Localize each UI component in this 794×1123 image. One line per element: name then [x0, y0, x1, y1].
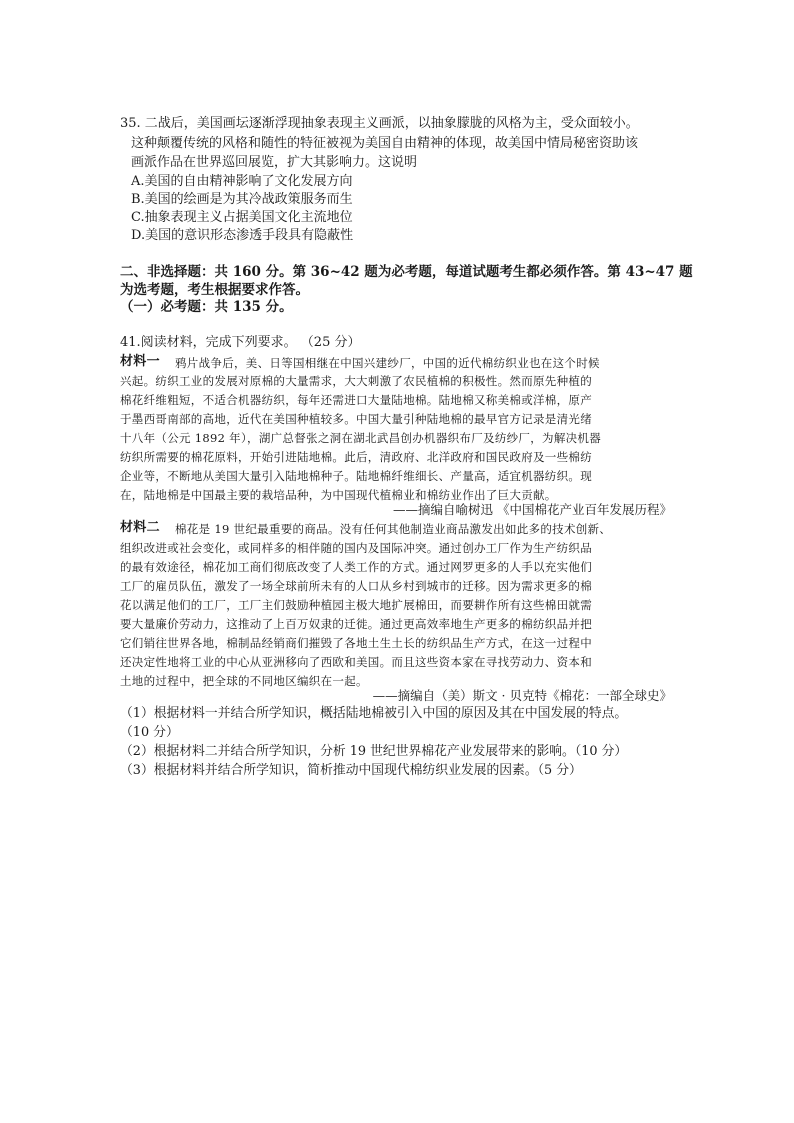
material-1-line: 纺织所需要的棉花原料，开始引进陆地棉。此后，清政府、北洋政府和国民政府及一些棉纺 [120, 450, 592, 464]
section-2-line: 二、非选择题：共 160 分。第 36~42 题为必考题，每道试题考生都必须作答。第 43~47 题 [120, 264, 693, 280]
material-2-line: 棉花是 19 世纪最重要的商品。没有任何其他制造业商品激发出如此多的技术创新、 [175, 522, 612, 536]
material-2-line: 它们销往世界各地，棉制品经销商们摧毁了各地土生土长的纺织品生产方式，在这一过程中 [120, 636, 592, 650]
material-2-line: 组织改进或社会变化，或同样多的相伴随的国内及国际冲突。通过创办工厂作为生产纺织品 [120, 541, 592, 555]
material-1-line: 棉花纤维粗短，不适合机器纺织，每年还需进口大量陆地棉。陆地棉又称美棉或洋棉，原产 [120, 393, 592, 407]
material-1-line: 在，陆地棉是中国最主要的栽培品种，为中国现代植棉业和棉纺业作出了巨大贡献。 [120, 488, 557, 502]
q35-stem-line: 画派作品在世界巡回展览，扩大其影响力。这说明 [131, 155, 418, 170]
section-2-line: 为选考题，考生根据要求作答。 [120, 282, 309, 298]
material-1-line: 兴起。纺织工业的发展对原棉的大量需求，大大刺激了农民植棉的积极性。然而原先种植的 [120, 374, 592, 388]
q35-option-a: A.美国的自由精神影响了文化发展方向 [131, 174, 353, 189]
material-2-line: 的最有效途径，棉花加工商们彻底改变了人类工作的方式。通过网罗更多的人手以充实他们 [120, 560, 592, 574]
material-1-line: 于墨西哥南部的高地，近代在美国种植较多。中国大量引种陆地棉的最早官方记录是清光绪 [120, 412, 592, 426]
material-1-source: ——摘编自喻树迅 《中国棉花产业百年发展历程》 [393, 502, 672, 517]
material-2-line: 还决定性地将工业的中心从亚洲移向了西欧和美国。而且这些资本家在寻找劳动力、资本和 [120, 655, 592, 669]
material-2-label: 材料二 [120, 520, 160, 535]
q35-stem-line: 35. 二战后，美国画坛逐渐浮现抽象表现主义画派，以抽象朦胧的风格为主，受众面较小。 [120, 116, 639, 131]
q41-subquestion-1-score: （10 分） [120, 725, 179, 740]
material-2-source: ——摘编自（美）斯文 · 贝克特《棉花：一部全球史》 [372, 688, 672, 703]
material-2-line: 要大量廉价劳动力，这推动了上百万奴隶的迁徙。通过更高效率地生产更多的棉纺织品并把 [120, 617, 592, 631]
q41-subquestion-3: （3）根据材料并结合所学知识，简析推动中国现代棉纺织业发展的因素。（5 分） [120, 763, 582, 778]
q35-stem-line: 这种颠覆传统的风格和随性的特征被视为美国自由精神的体现，故美国中情局秘密资助该 [131, 136, 639, 151]
q41-subquestion-2: （2）根据材料二并结合所学知识，分析 19 世纪世界棉花产业发展带来的影响。（10 分） [120, 744, 628, 759]
material-1-line: 企业等，不断地从美国大量引入陆地棉种子。陆地棉纤维细长、产量高，适宜机器纺织。现 [120, 469, 592, 483]
q35-option-d: D.美国的意识形态渗透手段具有隐蔽性 [131, 228, 354, 243]
q35-option-b: B.美国的绘画是为其冷战政策服务而生 [131, 192, 353, 207]
material-2-line: 土地的过程中，把全球的不同地区编织在一起。 [120, 674, 368, 688]
q35-option-c: C.抽象表现主义占据美国文化主流地位 [131, 210, 353, 225]
q41-heading: 41.阅读材料，完成下列要求。 （25 分） [120, 335, 361, 350]
q41-subquestion-1: （1）根据材料一并结合所学知识，概括陆地棉被引入中国的原因及其在中国发展的特点。 [120, 706, 628, 721]
material-1-line: 鸦片战争后，美、日等国相继在中国兴建纱厂，中国的近代棉纺织业也在这个时候 [175, 356, 600, 370]
material-2-line: 工厂的雇员队伍，激发了一场全球前所未有的人口从乡村到城市的迁移。因为需求更多的棉 [120, 579, 592, 593]
material-1-label: 材料一 [120, 354, 160, 369]
section-2-subheader: （一）必考题：共 135 分。 [120, 299, 293, 315]
material-2-line: 花以满足他们的工厂，工厂主们鼓励种植园主极大地扩展棉田，而要耕作所有这些棉田就需 [120, 598, 592, 612]
material-1-line: 十八年（公元 1892 年），湖广总督张之洞在湖北武昌创办机器织布厂及纺纱厂，为解决机器 [120, 431, 602, 445]
